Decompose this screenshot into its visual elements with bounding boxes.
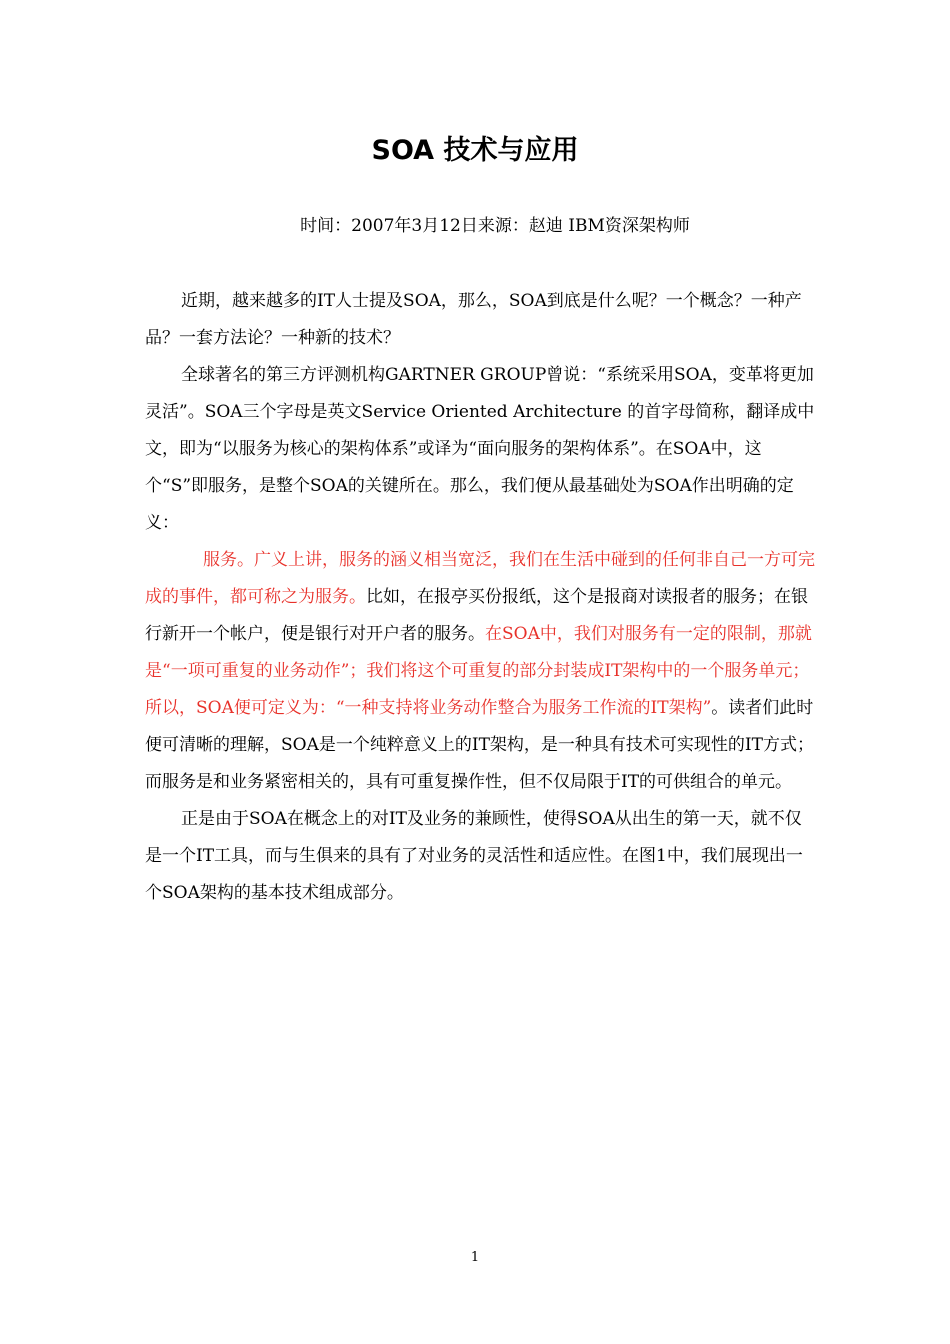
service-examples: 比如，在报亭买份报纸，这个是报商对读报者的服务；在银行新开一个帐户，便是银行对开户者的服务。 [145, 587, 808, 644]
paragraph-soa-origin: 正是由于SOA在概念上的对IT及业务的兼顾性，使得SOA从出生的第一天，就不仅是一个IT工具，而与生俱来的具有了对业务的灵活性和适应性。在图1中，我们展现出一个SOA架构的基本技术组成部分。 [145, 809, 803, 903]
paragraph-intro: 近期，越来越多的IT人士提及SOA，那么，SOA到底是什么呢？一个概念？一种产品？一套方法论？一种新的技术？ [145, 291, 802, 348]
highlight-soa-definition: 在SOA中，我们对服务有一定的限制，那就是“一项可重复的业务动作”；我们将这个可重复的部分封装成IT架构中的一个服务单元；所以，SOA便可定义为：“一种支持将业务动作整合为服务工作流的IT架构” [145, 624, 812, 718]
article-body [145, 283, 817, 912]
page-number: 1 [470, 1250, 480, 1265]
paragraph-service-definition [145, 542, 817, 801]
highlight-service-broad: 服务。广义上讲，服务的涵义相当宽泛，我们在生活中碰到的任何非自己一方可完成的事件，都可称之为服务。 [145, 550, 815, 607]
document-title: SOA 技术与应用 [371, 135, 579, 166]
paragraph-gartner: 全球著名的第三方评测机构GARTNER GROUP曾说：“系统采用SOA，变革将更加灵活”。SOA三个字母是英文Service Oriented Architecture 的首字母简称，翻译成中文，即为“以服务为核心的架构体系”或译为“面向服务的架构体系”。在SOA中，这个“S”即服务，是整个SOA的关键所在。那么，我们便从最基础处为SOA作出明确的定义： [145, 365, 815, 533]
soa-explanation: 。读者们此时便可清晰的理解，SOA是一个纯粹意义上的IT架构，是一种具有技术可实现性的IT方式；而服务是和业务紧密相关的，具有可重复操作性，但不仅局限于IT的可供组合的单元。 [145, 698, 814, 792]
document-meta: 时间：2007年3月12日来源：赵迪 IBM资深架构师 [300, 216, 690, 236]
